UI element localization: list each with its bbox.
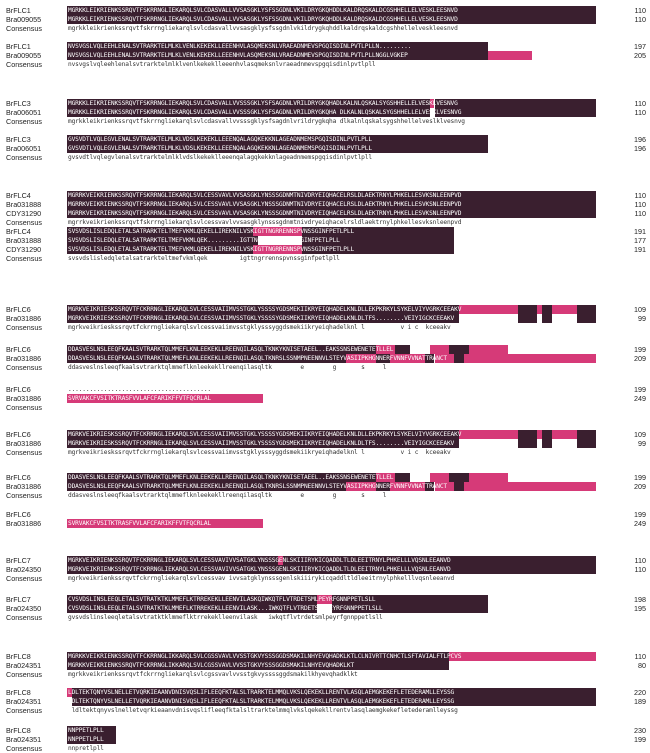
sequence-label: Consensus <box>6 403 42 413</box>
sequence-text: ........................................ <box>68 386 212 393</box>
sequence-label: Bra006051 <box>6 108 42 118</box>
residue-count: 199 <box>634 510 646 519</box>
sequence-label: BrFLC4 <box>6 191 31 200</box>
sequence-row <box>0 519 650 528</box>
similarity-shading <box>459 430 518 439</box>
sequence-row <box>0 15 650 24</box>
sequence-track <box>67 448 607 457</box>
similarity-shading <box>469 345 508 354</box>
sequence-text: MGRKVEIKRIESKSSRQVTFCKRRNGLIEKARQLSVLCESSVAIIMVSSTGKLYSSSSYGDSMEKIIKRYEIQHADELKNLDLTFS........VEIYIGCKCEEAKV <box>68 315 455 323</box>
sequence-label: BrFLC1 <box>6 6 31 15</box>
sequence-row <box>0 191 650 200</box>
identity-shading <box>542 439 552 448</box>
residue-count: 80 <box>638 661 646 671</box>
residue-count: 109 <box>634 430 646 439</box>
sequence-label: Bra006051 <box>6 144 42 154</box>
sequence-text: mgrkkveikrienkssrqvtfckrrngliekarqlsvlcgssvavlvvsstgkvyssssggdsmakilkhyevqhadklkt <box>68 671 358 679</box>
sequence-row <box>0 595 650 604</box>
residue-count: 195 <box>634 604 646 614</box>
sequence-text: GVSVDTLVQLEGVLENALSVTRARKTELMLKLVDSLKEKEKLLEEENQALAGQKEKKNLAGEADNMEMSPGQISDINLPVTLPLL <box>68 145 372 153</box>
sequence-track <box>67 670 607 679</box>
sequence-row <box>0 482 650 491</box>
residue-count: 99 <box>638 314 646 324</box>
sequence-row <box>0 661 650 670</box>
sequence-text: NVSVGSLVQLEEHLENALSVTRARKTELMLKLVENLKEKEKLLEEENHVLASQMEKSNLVRAEADNMEVSPGQISDINLPVTLPLLN......... <box>68 43 412 50</box>
identity-shading <box>577 314 597 323</box>
sequence-row <box>0 345 650 354</box>
identity-shading <box>395 345 410 354</box>
sequence-track <box>67 697 607 706</box>
sequence-label: BrFLC6 <box>6 305 31 314</box>
sequence-label: Bra024351 <box>6 661 42 671</box>
residue-count: 191 <box>634 245 646 255</box>
consensus-row <box>0 491 650 500</box>
consensus-row <box>0 24 650 33</box>
identity-shading <box>454 482 464 491</box>
sequence-track <box>67 706 607 715</box>
sequence-row <box>0 305 650 314</box>
sequence-label: BrFLC6 <box>6 473 31 482</box>
residue-count: 197 <box>634 42 646 51</box>
similarity-shading <box>552 305 577 314</box>
sequence-track <box>67 108 607 117</box>
consensus-row <box>0 254 650 263</box>
sequence-label: Consensus <box>6 574 42 584</box>
sequence-track <box>67 153 607 162</box>
sequence-label: Consensus <box>6 448 42 458</box>
sequence-text: mgrrkveikrienkssrqvtfskrrngliekarqlsvlcessvavlvvsasgklynsssgdnmtnivdryeiqhacelrsldlaektrnylphkellesvksnleenpvd <box>68 219 462 227</box>
sequence-label: Bra009055 <box>6 15 42 25</box>
sequence-track <box>67 491 607 500</box>
sequence-track <box>67 24 607 33</box>
sequence-label: BrFLC6 <box>6 510 31 519</box>
residue-count: 110 <box>634 6 646 15</box>
residue-count: 196 <box>634 144 646 154</box>
sequence-label: BrFLC8 <box>6 688 31 697</box>
sequence-label: Consensus <box>6 24 42 34</box>
sequence-track <box>67 99 607 108</box>
consensus-row <box>0 117 650 126</box>
sequence-track <box>67 209 607 218</box>
sequence-track <box>67 394 607 403</box>
sequence-label: BrFLC3 <box>6 135 31 144</box>
residue-count: 109 <box>634 305 646 314</box>
sequence-text: ddasveslnsleeqfkaalsvtrarktqlmmeflknleekekllreenqilasqltk e g s l <box>68 364 387 372</box>
sequence-row <box>0 688 650 697</box>
sequence-track <box>67 354 607 363</box>
consensus-row <box>0 613 650 622</box>
sequence-text: DDASVESLNSLEEQFKAALSVTRARKTQLMMEFLKNLEEKEKLLREENQILASQLTKNKYKNISETAEEL..EAKSSNSEWENETETLLEL <box>68 346 394 353</box>
residue-count: 198 <box>634 595 646 604</box>
similarity-shading <box>430 345 450 354</box>
consensus-row <box>0 574 650 583</box>
sequence-track <box>67 200 607 209</box>
sequence-text: mgrkkleikrienkssrqvtfskrrngliekarqlsvlcdasvallvvsasgklysfssgdnlvkildrygkqhddlkaldrqskaldcgshhellelvesklеesnvd <box>68 25 458 33</box>
sequence-text: DDASVESLNSLEEQFKAALSVTRARKTQLMMEFLKNLEEKEKLLREENQILASQLTKNKYKNISETAEEL..EAKSSNSEWENETETLLEL <box>68 474 394 481</box>
sequence-track <box>67 314 607 323</box>
sequence-track <box>67 305 607 314</box>
sequence-row <box>0 144 650 153</box>
sequence-text: CVSVDSLINSLEEQLETALSVTRATKTKLMMEFLKTRREKEKLLEENVILASKQIWKQTFLVTRDETSMLPEYRFGNNPPETLSLL <box>68 596 376 603</box>
similarity-shading <box>430 473 450 482</box>
sequence-track <box>67 565 607 574</box>
sequence-label: BrFLC8 <box>6 652 31 661</box>
sequence-label: Bra009055 <box>6 51 42 61</box>
sequence-label: Bra031886 <box>6 314 42 324</box>
sequence-row <box>0 604 650 613</box>
sequence-row <box>0 697 650 706</box>
sequence-label: BrFLC7 <box>6 556 31 565</box>
sequence-label: Consensus <box>6 613 42 623</box>
similarity-shading <box>449 652 596 661</box>
sequence-text: mgrkveikriеskssrqvtfckrrngliekarqlsvlcessvaiimvsstgklysssyggdsmekiikryeiqhadelknl l v i c kceeakv <box>68 449 451 457</box>
sequence-text: MGRKKVEIKRIENKSSRQVTFCKRRNGLIKKARQLSVLCGSSVAVLVVSSTGKVYSSSGGDSMAKILNHYEVQHADKLKT <box>68 662 355 670</box>
residue-count: 199 <box>634 735 646 745</box>
similarity-shading <box>552 430 577 439</box>
residue-count: 110 <box>634 556 646 565</box>
similarity-shading <box>469 473 508 482</box>
sequence-row <box>0 354 650 363</box>
residue-count: 199 <box>634 473 646 482</box>
residue-count: 209 <box>634 482 646 492</box>
sequence-label: CDY31290 <box>6 209 42 219</box>
residue-count: 110 <box>634 99 646 108</box>
identity-shading <box>542 430 552 439</box>
sequence-track <box>67 218 607 227</box>
residue-count: 110 <box>634 191 646 200</box>
sequence-label: Bra024350 <box>6 565 42 575</box>
identity-shading <box>454 354 464 363</box>
sequence-track <box>67 323 607 332</box>
sequence-track <box>67 482 607 491</box>
sequence-text: DDASVESLNSLEEQFKAALSVTRARKTQLMMEFLKNLEEKEKLLREENQILASQLTKNRSLSSNMPNEENNVLSTEYVASIIPKHGNNERFVNNFVVNATTRANCT <box>68 483 447 491</box>
sequence-row <box>0 473 650 482</box>
sequence-row <box>0 735 650 744</box>
sequence-text: SVSVDSLISLEDQLETALSATRARKTELTMEFVKMLQEK.........IGTTNGRRENNSPVNSSGINFPETLPLL <box>68 237 340 245</box>
sequence-row <box>0 51 650 60</box>
sequence-track <box>67 254 607 263</box>
sequence-row <box>0 385 650 394</box>
identity-shading <box>542 314 552 323</box>
sequence-text: NNPPETLPLL <box>68 736 104 744</box>
sequence-track <box>67 227 607 236</box>
sequence-label: BrFLC8 <box>6 726 31 735</box>
residue-count: 110 <box>634 200 646 210</box>
identity-shading <box>518 305 538 314</box>
sequence-label: Bra031886 <box>6 482 42 492</box>
similarity-shading <box>459 305 518 314</box>
sequence-text: MGRKVEIKRIESKSSRQVTFCKRRNGLIEKARQLSVLCESSVAIIMVSSTGKLYSSSSYGDSMEKIIKRYEIQHADELKNLDLTFS........VEIYIGCKCEEAKV <box>68 440 455 448</box>
sequence-track <box>67 519 607 528</box>
sequence-row <box>0 565 650 574</box>
sequence-row <box>0 227 650 236</box>
sequence-text: gvsvdtlvqlegvlenalsvtrarktelmlklvdslkekekllееenqalagqkekknlagеadnmemspgqisdinlpvtlpll <box>68 154 372 162</box>
identity-shading <box>395 473 410 482</box>
sequence-text: MGRKVEIKRIESKSSRQVTFCKRRNGLIEKARQLSVLCESSVAIIMVSSTGKLYSSSSYGDSMEKIIKRYEIQHADELKNLDLLEKPKRKYLSYKELVIYVGRKCEEAKV <box>68 431 462 438</box>
sequence-row <box>0 135 650 144</box>
consensus-row <box>0 218 650 227</box>
sequence-text: nvsvgslvqleehlenalsvtrarktelmlklvenlkekekllееenhvlasqmeksnlvraeadnmevspgqisdinlpvtlpll <box>68 61 376 69</box>
sequence-text: CVSVDSLINSLEEQLETALSVTRATKTKLMMEFLKTRREKEKLLEENVILASK...IWKQTFLVTRDETSMLPEYRFGNNPPETLSLL <box>68 605 383 613</box>
sequence-track <box>67 473 607 482</box>
sequence-label: CDY31290 <box>6 245 42 255</box>
sequence-label: Bra031886 <box>6 439 42 449</box>
sequence-label: Consensus <box>6 323 42 333</box>
sequence-text: SVSVDSLISLEDQLETALSATRARKTELTMEFVKMLQEKELLIREKNILVSKIGTTNGRRENNSPVNSSGINFPETLPLL <box>68 228 355 235</box>
consensus-row <box>0 670 650 679</box>
sequence-track <box>67 135 607 144</box>
residue-count: 110 <box>634 652 646 661</box>
sequence-text: MGRKKLEIKRIENKSSRQVTFSKRRNGLIEKARQLSVLCDASVALLVVSSSGKLYSFSAGDNLVRILDRYGKQHA DLKALNLQSKALSYGSHHELLELVESKLVESNVG <box>68 109 462 117</box>
sequence-text: MGRKKLEIKRIENKSSRQVTFSKRRNGLIEKARQLSVLCDASVALLVVSASGKLYSFSSGDNLVKILDRYGKQHDDLKALDRQSKALDCGSHHELLELVESKLEESNVD <box>68 7 458 14</box>
sequence-track <box>67 510 607 519</box>
consensus-row <box>0 706 650 715</box>
residue-count: 110 <box>634 108 646 118</box>
sequence-row <box>0 314 650 323</box>
sequence-text: MGRKVEIKRIENKSSRQVTFCKRRNGLIEKARQLSVLCESSVAVIVVSATGKLYNSSSGENLSKIIIRYKICQADDLTLDLEEITRNYLPHKELLLVQSNLEEANVD <box>68 557 451 564</box>
sequence-text: ldltektqnyvslnelletvqrkieaanvdnisvqslifleeqfktalsltrarktelmmqlvkslqekekllrentvlasqlaemgkekefletederamlleyssg <box>68 707 458 715</box>
residue-count: 249 <box>634 519 646 529</box>
sequence-label: Bra024351 <box>6 697 42 707</box>
sequence-text: MGRRKVEIKRIENKSSRQVTFSKRRNGLIEKARQLSVLCESSVAVLVVSASGKLYNSSSGDNMTNIVDRYEIQHACELRSLDLAEKTRNYLPHKELLESVKSNLEENPVD <box>68 192 462 199</box>
sequence-label: Consensus <box>6 670 42 680</box>
sequence-text: MGRKVEIKRIENKSSRQVTFCKRRNGLIEKARQLSVLCESSVAVIVVSATGKLYNSSSGENLSKIIIRYKICQADDLTLDLEEITRNYLPHKELLLVQSNLEEANVD <box>68 566 451 574</box>
sequence-track <box>67 345 607 354</box>
sequence-track <box>67 604 607 613</box>
sequence-row <box>0 108 650 117</box>
residue-count: 199 <box>634 385 646 394</box>
sequence-label: Bra031886 <box>6 519 42 529</box>
identity-shading <box>577 305 597 314</box>
identity-shading <box>577 430 597 439</box>
sequence-track <box>67 726 607 735</box>
consensus-row <box>0 403 650 412</box>
sequence-label: BrFLC7 <box>6 595 31 604</box>
sequence-text: SVSVDSLISLEDQLETALSATRARKTELTMEFVKMLQEKELLIREKNILVSKIGTTNGRRENNSPVNSSGINFPETLPLL <box>68 246 355 254</box>
sequence-label: BrFLC4 <box>6 227 31 236</box>
sequence-track <box>67 652 607 661</box>
sequence-text: SVRVAKCFVSITKTRASFVVLAFCFARIKFFVTFQCRLAL <box>68 520 212 528</box>
sequence-track <box>67 595 607 604</box>
sequence-text: MGRKKVEIKRIENKSSRQVTFCKRRNGLIKKARQLSVLCGSSVAVLVVSSTGKVYSSSGGDSMAKILNHYEVQHADKLKTLCLNIVRTTCNHCTLSFTAVIALFTLPCVS <box>68 653 462 660</box>
residue-count: 191 <box>634 227 646 236</box>
sequence-track <box>67 430 607 439</box>
sequence-label: Bra031886 <box>6 354 42 364</box>
sequence-text: gvsvdslinsleeqletalsvtratktklmmeflktrrekekllееnvilask iwkqtflvtrdetsmlpeyrfgnnppetlsll <box>68 614 383 622</box>
sequence-track <box>67 6 607 15</box>
sequence-text: GVSVDTLVQLEGVLENALSVTRARKTELMLKLVDSLKEKEKLLEEENQALAGQKEKKNLAGEADNMEMSPGQISDINLPVTLPLL <box>68 136 372 143</box>
residue-count: 189 <box>634 697 646 707</box>
sequence-track <box>67 117 607 126</box>
sequence-label: Consensus <box>6 744 42 753</box>
sequence-row <box>0 556 650 565</box>
consensus-row <box>0 60 650 69</box>
sequence-label: Consensus <box>6 363 42 373</box>
sequence-label: Bra024351 <box>6 735 42 745</box>
sequence-text: LDLTEKTQNYVSLNELLETVQRKIEAANVDNISVQSLIFLEEQFKTALSLTRARKTELMMQLVKSLQEKEKLLRENTVLASQLAEMGKEKEFLETEDERAMLLEYSSG <box>68 698 455 706</box>
sequence-row <box>0 236 650 245</box>
sequence-label: Consensus <box>6 60 42 70</box>
sequence-row <box>0 6 650 15</box>
sequence-track <box>67 439 607 448</box>
consensus-row <box>0 448 650 457</box>
sequence-label: BrFLC3 <box>6 99 31 108</box>
residue-count: 220 <box>634 688 646 697</box>
consensus-row <box>0 153 650 162</box>
sequence-track <box>67 15 607 24</box>
sequence-text: nnpretlpll <box>68 745 104 753</box>
consensus-row <box>0 323 650 332</box>
sequence-label: BrFLC1 <box>6 42 31 51</box>
similarity-shading <box>464 482 596 491</box>
residue-count: 249 <box>634 394 646 404</box>
sequence-label: Consensus <box>6 706 42 716</box>
sequence-track <box>67 363 607 372</box>
sequence-row <box>0 430 650 439</box>
residue-count: 99 <box>638 439 646 449</box>
identity-shading <box>449 345 469 354</box>
sequence-track <box>67 574 607 583</box>
identity-shading <box>518 439 538 448</box>
consensus-row <box>0 363 650 372</box>
sequence-text: MGRKVEIKRIESKSSRQVTFCKRRNGLIEKARQLSVLCESSVAIIMVSSTGKLYSSSSYGDSMEKIIKRYEIQHADELKNLDLLEKPKRKYLSYKELVIYVGRKCEEAKV <box>68 306 462 313</box>
identity-shading <box>542 305 552 314</box>
sequence-label: BrFLC6 <box>6 430 31 439</box>
sequence-text: NNPPETLPLL <box>68 727 104 734</box>
sequence-track <box>67 245 607 254</box>
residue-count: 209 <box>634 354 646 364</box>
sequence-row <box>0 245 650 254</box>
sequence-text: mgrkkleikrienkssrqvtfskrrngliekarqlsvlcdasvallvvsssgklysfsagdnlvrildrygkqha dlkalnlqskalsygshhellelveslklvesnvg <box>68 118 465 126</box>
sequence-track <box>67 42 607 51</box>
sequence-label: Bra031888 <box>6 236 42 246</box>
sequence-label: Consensus <box>6 117 42 127</box>
sequence-track <box>67 613 607 622</box>
residue-count: 199 <box>634 345 646 354</box>
sequence-track <box>67 688 607 697</box>
sequence-label: Bra031886 <box>6 394 42 404</box>
residue-count: 230 <box>634 726 646 735</box>
sequence-label: BrFLC6 <box>6 345 31 354</box>
sequence-text: mgrkveikriеskssrqvtfckrrngliekarqlsvlcessvaiimvsstgklysssyggdsmekiikryeiqhadelknl l v i c kceeakv <box>68 324 451 332</box>
similarity-shading <box>488 51 532 60</box>
sequence-text: NVSVGSLVQLEEHLENALSVTRARKTELMLKLVENLKEKEKLLEEENHVLASQMEKSNLVRAEADNMEVSPGQISDINLPVTLPLLNGGLVGKEP <box>68 52 408 60</box>
sequence-text: MGRRKVEIKRIENKSSRQVTFSKRRNGLIEKARQLSVLCESSVAVLVVSASGKLYNSSSGDNMTNIVDRYEIQHACELRSLDLAEKTRNYLPHKELLESVKSNLEENPVD <box>68 210 462 218</box>
sequence-track <box>67 556 607 565</box>
sequence-row <box>0 652 650 661</box>
sequence-text: SVRVAKCFVSITKTRASFVVLAFCFARIKFFVTFQCRLAL <box>68 395 212 403</box>
sequence-row <box>0 439 650 448</box>
sequence-row <box>0 42 650 51</box>
identity-shading <box>435 99 597 108</box>
sequence-label: Bra024350 <box>6 604 42 614</box>
sequence-track <box>67 60 607 69</box>
sequence-text: MGRKKLEIKRIENKSSRQVTFSKRRNGLIEKARQLSVLCDASVALLVVSSSGKLYSFSAGDNLVRILDRYGKQHADLKALNLQSKALSYGSHHELLELVESKLVESNVG <box>68 100 458 107</box>
sequence-row <box>0 200 650 209</box>
sequence-text: mgrkveikrienkssrqvtfckrrngliekarqlsvlcessvav ivvsatgklynsssgenlskiiirykicqaddltldleeitrnylphkelllvqsnleeanvd <box>68 575 455 583</box>
sequence-track <box>67 236 607 245</box>
sequence-text: MGRKKLEIKRIENKSSRQVTFSKRRNGLIEKARQLSVLCDASVALLVVSASGKLYSFSSGDNLVKILDRYGKQHDDLKALDRQSKALDCGSHHELLELVESKLEESNVD <box>68 16 458 24</box>
sequence-text: ddasveslnsleeqfkaalsvtrarktqlmmeflknleekekllreenqilasqltk e g s l <box>68 492 387 500</box>
sequence-row <box>0 99 650 108</box>
sequence-text: MGRRKVEIKRIENKSSRQVTFSKRRNGLIEKARQLSVLCESSVAVLVVSASGKLYNSSSGDNMTNIVDRYEIQHACELRSLDLAEKTRNYLPHKELLESVKSNLEENPVD <box>68 201 462 209</box>
sequence-row <box>0 394 650 403</box>
sequence-track <box>67 51 607 60</box>
residue-count: 110 <box>634 565 646 575</box>
sequence-text: DDASVESLNSLEEQFKAALSVTRARKTQLMMEFLKNLEEKEKLLREENQILASQLTKNRSLSSNMPNEENNVLSTEYVASIIPKHGNNERFVNNFVVNATTRANCT <box>68 355 447 363</box>
residue-count: 196 <box>634 135 646 144</box>
sequence-row <box>0 726 650 735</box>
sequence-label: Consensus <box>6 254 42 264</box>
identity-shading <box>449 473 469 482</box>
sequence-label: Consensus <box>6 218 42 228</box>
sequence-track <box>67 661 607 670</box>
sequence-track <box>67 735 607 744</box>
sequence-track <box>67 191 607 200</box>
residue-count: 110 <box>634 209 646 219</box>
sequence-label: Consensus <box>6 153 42 163</box>
sequence-label: Consensus <box>6 491 42 501</box>
sequence-track <box>67 403 607 412</box>
sequence-track <box>67 385 607 394</box>
sequence-text: LDLTEKTQNYVSLNELLETVQRKIEAANVDNISVQSLIFLEEQFKTALSLTRARKTELMMQLVKSLQEKEKLLRENTVLASQLAEMGKEKEFLETEDERAMLLEYSSG <box>68 689 455 696</box>
identity-shading <box>577 439 597 448</box>
residue-count: 177 <box>634 236 646 246</box>
sequence-row <box>0 510 650 519</box>
sequence-row <box>0 209 650 218</box>
residue-count: 110 <box>634 15 646 25</box>
sequence-text: svsvdslisledqletalsatrarkteltmefvkmlqek igttngrrennspvnssginfpetlpll <box>68 255 340 263</box>
similarity-shading <box>464 354 596 363</box>
identity-shading <box>518 314 538 323</box>
identity-shading <box>518 430 538 439</box>
residue-count: 205 <box>634 51 646 61</box>
sequence-track <box>67 144 607 153</box>
sequence-label: Bra031888 <box>6 200 42 210</box>
sequence-label: BrFLC6 <box>6 385 31 394</box>
